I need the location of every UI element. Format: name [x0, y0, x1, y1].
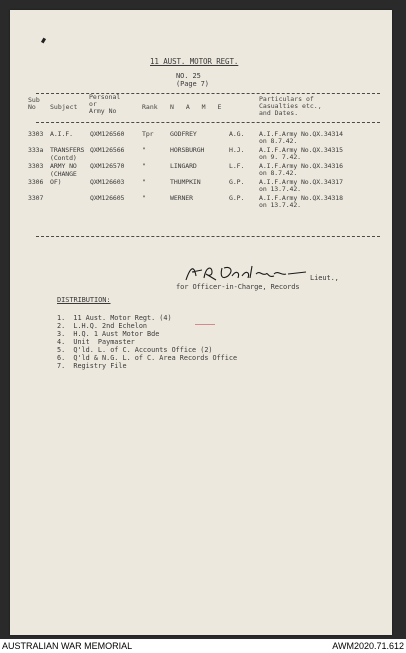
cell-date: on 8.7.42.	[259, 137, 298, 145]
cell-rank: "	[142, 162, 146, 170]
header-subject: Subject	[50, 103, 78, 111]
cell-rank: "	[142, 178, 146, 186]
cell-date: on 13.7.42.	[259, 185, 301, 193]
cell-initials: G.P.	[229, 194, 245, 202]
header-sub-no: Sub No	[28, 96, 40, 112]
cell-army-no: QXM126603	[90, 178, 125, 186]
ink-mark	[41, 38, 46, 44]
cell-army-no: QXM126570	[90, 162, 125, 170]
cell-army-no: QXM126566	[90, 146, 125, 154]
red-pencil-mark	[195, 324, 215, 325]
distribution-list	[57, 314, 237, 370]
distribution-item: 2. L.H.Q. 2nd Echelon	[57, 322, 148, 330]
cell-name: GODFREY	[170, 130, 197, 138]
distribution-item: 4. Unit Paymaster	[57, 338, 135, 346]
table-row	[10, 178, 392, 194]
header-name: N A M E	[170, 103, 226, 111]
cell-date: on 13.7.42.	[259, 201, 301, 209]
table-row	[10, 146, 392, 162]
cell-rank: "	[142, 194, 146, 202]
cell-sub: 333a	[28, 146, 44, 154]
cell-sub: 3303	[28, 162, 44, 170]
cell-particulars: A.I.F.Army No.QX.34314	[259, 130, 343, 138]
footer-left: AUSTRALIAN WAR MEMORIAL	[2, 641, 133, 651]
table-row	[10, 130, 392, 146]
header-rank: Rank	[142, 103, 158, 111]
distribution-heading: DISTRIBUTION:	[57, 296, 111, 304]
cell-initials: L.F.	[229, 162, 245, 170]
divider-header	[36, 122, 380, 123]
cell-sub: 3306	[28, 178, 44, 186]
cell-subject: A.I.F.	[50, 130, 73, 138]
for-officer-line: for Officer-in-Charge, Records	[176, 283, 300, 291]
cell-initials: G.P.	[229, 178, 245, 186]
cell-initials: A.G.	[229, 130, 245, 138]
cell-rank: Tpr	[142, 130, 154, 138]
cell-subject: TRANSFERS (Contd)	[50, 146, 85, 162]
cell-sub: 3303	[28, 130, 44, 138]
cell-name: THUMPKIN	[170, 178, 201, 186]
cell-sub: 3307	[28, 194, 44, 202]
rank-lieut: Lieut.,	[310, 274, 339, 282]
cell-date: on 9. 7.42.	[259, 153, 301, 161]
divider-top	[36, 93, 380, 94]
cell-particulars: A.I.F.Army No.QX.34315	[259, 146, 343, 154]
divider-bottom	[36, 236, 380, 237]
footer-right: AWM2020.71.612	[332, 641, 404, 651]
distribution-item: 7. Registry File	[57, 362, 127, 370]
header-particulars: Particulars of Casualties etc., and Dates.	[259, 95, 322, 118]
cell-army-no: QXM126560	[90, 130, 125, 138]
cell-name: LINGARD	[170, 162, 197, 170]
document-page	[10, 10, 392, 635]
table-row	[10, 194, 392, 210]
cell-rank: "	[142, 146, 146, 154]
cell-initials: H.J.	[229, 146, 245, 154]
cell-particulars: A.I.F.Army No.QX.34316	[259, 162, 343, 170]
header-personal-no: Personal or Army No	[89, 93, 121, 116]
cell-date: on 8.7.42.	[259, 169, 298, 177]
footer-bar	[0, 639, 406, 653]
cell-name: HORSBURGH	[170, 146, 205, 154]
document-title: 11 AUST. MOTOR REGT.	[150, 57, 239, 66]
cell-subject: ARMY NO (CHANGE OF)	[50, 162, 77, 186]
cell-particulars: A.I.F.Army No.QX.34318	[259, 194, 343, 202]
distribution-item: 3. H.Q. 1 Aust Motor Bde	[57, 330, 160, 338]
cell-name: WERNER	[170, 194, 193, 202]
cell-army-no: QXM126605	[90, 194, 125, 202]
distribution-item: 6. Q'ld & N.G. L. of C. Area Records Office	[57, 354, 238, 362]
page-number: (Page 7)	[176, 80, 209, 88]
cell-particulars: A.I.F.Army No.QX.34317	[259, 178, 343, 186]
document-number: NO. 25	[176, 72, 201, 80]
distribution-item: 1. 11 Aust. Motor Regt. (4)	[57, 314, 172, 322]
distribution-item: 5. Q'ld. L. of C. Accounts Office (2)	[57, 346, 213, 354]
